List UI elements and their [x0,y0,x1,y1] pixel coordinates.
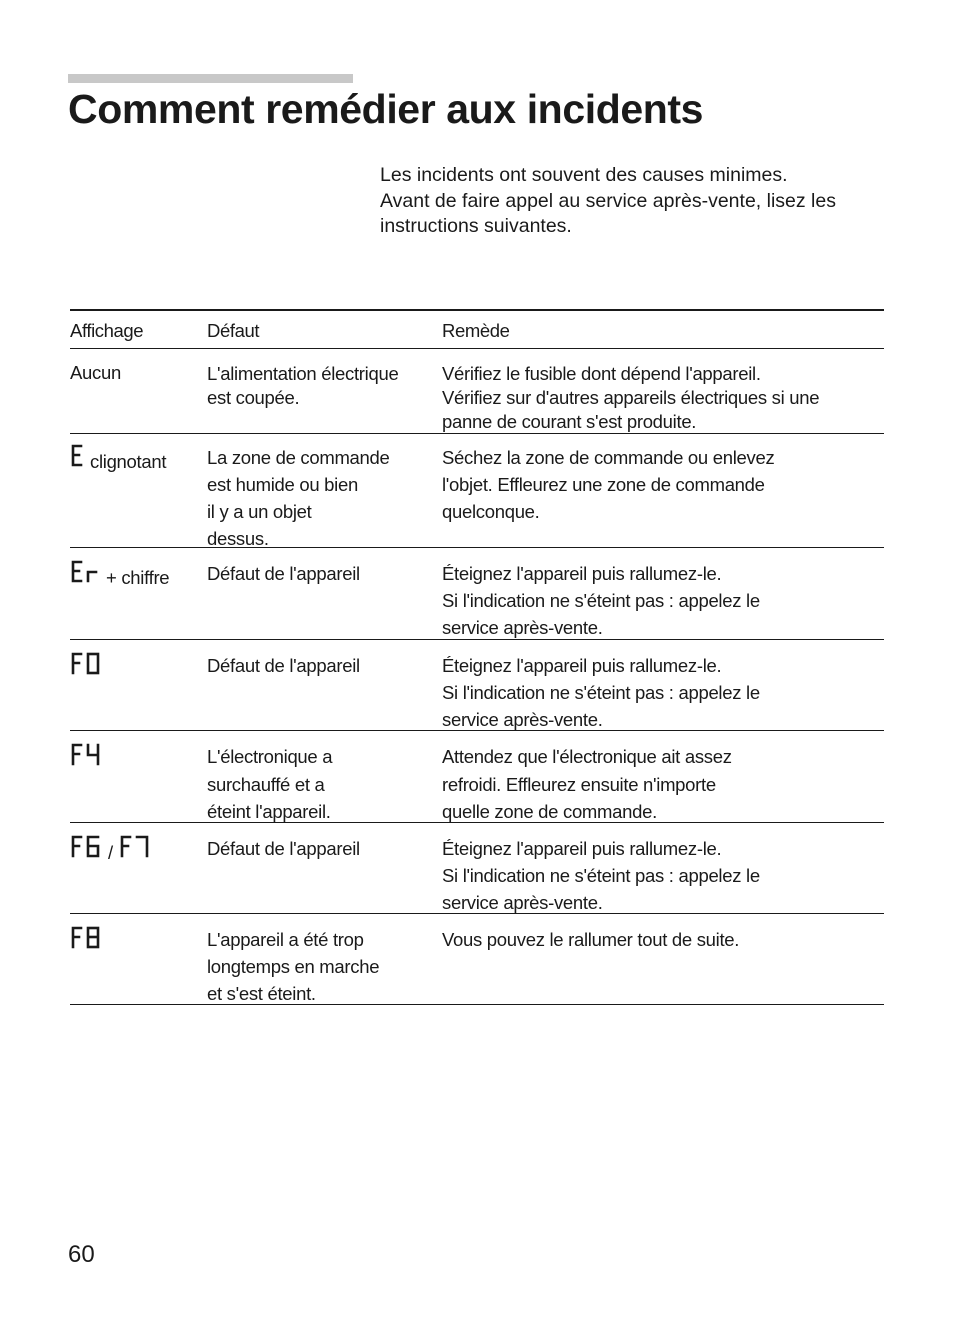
remedy-cell [442,835,760,916]
remedy-line: Vérifiez sur d'autres appareils électriques si une [442,387,820,408]
lcd-code-f6-icon [70,835,102,859]
display-text: Aucun [70,362,121,383]
remedy-cell [442,652,760,733]
remedy-cell [442,560,760,641]
remedy-line: l'objet. Effleurez une zone de commande [442,474,765,495]
fault-line: dessus. [207,528,269,549]
page-number: 60 [68,1241,95,1268]
fault-line: L'alimentation électrique [207,363,399,384]
table-row [70,548,884,640]
table-row [70,434,884,548]
remedy-line: Si l'indication ne s'éteint pas : appelez le [442,590,760,611]
remedy-line: quelconque. [442,501,540,522]
remedy-line: refroidi. Effleurez ensuite n'importe [442,773,716,795]
fault-line: éteint l'appareil. [207,801,331,822]
intro-line: instructions suivantes. [380,215,572,237]
fault-line: Défaut de l'appareil [207,838,360,859]
header-remedy: Remède [442,320,510,341]
remedy-cell [442,926,739,953]
intro-paragraph [380,163,885,240]
display-separator: / [108,842,113,863]
remedy-line: service après-vente. [442,709,603,730]
remedy-line: Éteignez l'appareil puis rallumez-le. [442,838,722,859]
fault-line: il y a un objet [207,501,312,522]
troubleshooting-table [70,309,884,1005]
lcd-code-f8-icon [70,926,102,950]
remedy-line: panne de courant s'est produite. [442,411,697,432]
remedy-line: Éteignez l'appareil puis rallumez-le. [442,655,722,676]
fault-cell [207,743,332,826]
remedy-cell [442,444,774,525]
remedy-line: service après-vente. [442,617,603,638]
display-cell [70,926,108,950]
header-display: Affichage [70,320,144,341]
remedy-line: service après-vente. [442,892,603,913]
remedy-line: Si l'indication ne s'éteint pas : appelez le [442,865,760,886]
fault-cell [207,926,379,1007]
display-cell [70,362,121,384]
fault-line: Défaut de l'appareil [207,655,360,676]
remedy-line: Vérifiez le fusible dont dépend l'appareil. [442,363,761,384]
lcd-code-e-icon [70,444,84,468]
lcd-code-f4-icon [70,743,102,767]
display-cell [70,835,157,864]
lcd-code-er-icon [70,560,100,584]
intro-line: Avant de faire appel au service après-vente, lisez les [380,189,836,212]
fault-cell [207,362,398,410]
fault-line: longtemps en marche [207,956,380,977]
remedy-cell [442,743,732,826]
table-row [70,349,884,434]
table-row [70,640,884,731]
title-accent-bar [68,74,353,83]
fault-cell [207,444,390,552]
display-cell [70,444,166,473]
fault-cell [207,560,360,587]
fault-line: est humide ou bien [207,474,358,495]
remedy-line: quelle zone de commande. [442,801,657,822]
remedy-line: Si l'indication ne s'éteint pas : appelez le [442,682,760,703]
display-cell [70,743,108,767]
table-row [70,823,884,914]
fault-line: est coupée. [207,387,300,408]
remedy-line: Séchez la zone de commande ou enlevez [442,447,775,468]
fault-line: L'électronique a [207,746,333,767]
lcd-code-f0-icon [70,652,102,676]
header-fault: Défaut [207,320,260,341]
fault-line: surchauffé et a [207,773,325,795]
remedy-cell [442,362,819,434]
table-row [70,914,884,1005]
remedy-line: Éteignez l'appareil puis rallumez-le. [442,563,722,584]
fault-line: La zone de commande [207,447,390,468]
table-header-row [70,311,884,349]
fault-cell [207,835,360,862]
fault-line: et s'est éteint. [207,983,316,1004]
display-cell [70,652,108,676]
display-text: clignotant [90,451,167,472]
intro-line: Les incidents ont souvent des causes minimes. [380,164,788,186]
table-row [70,731,884,823]
fault-cell [207,652,360,679]
page-title: Comment remédier aux incidents [68,86,704,132]
remedy-line: Attendez que l'électronique ait assez [442,746,732,767]
fault-line: L'appareil a été trop [207,929,364,950]
fault-line: Défaut de l'appareil [207,563,360,584]
lcd-code-f7-icon [119,835,151,859]
display-text: + chiffre [106,567,170,588]
remedy-line: Vous pouvez le rallumer tout de suite. [442,929,740,950]
display-cell [70,560,169,589]
